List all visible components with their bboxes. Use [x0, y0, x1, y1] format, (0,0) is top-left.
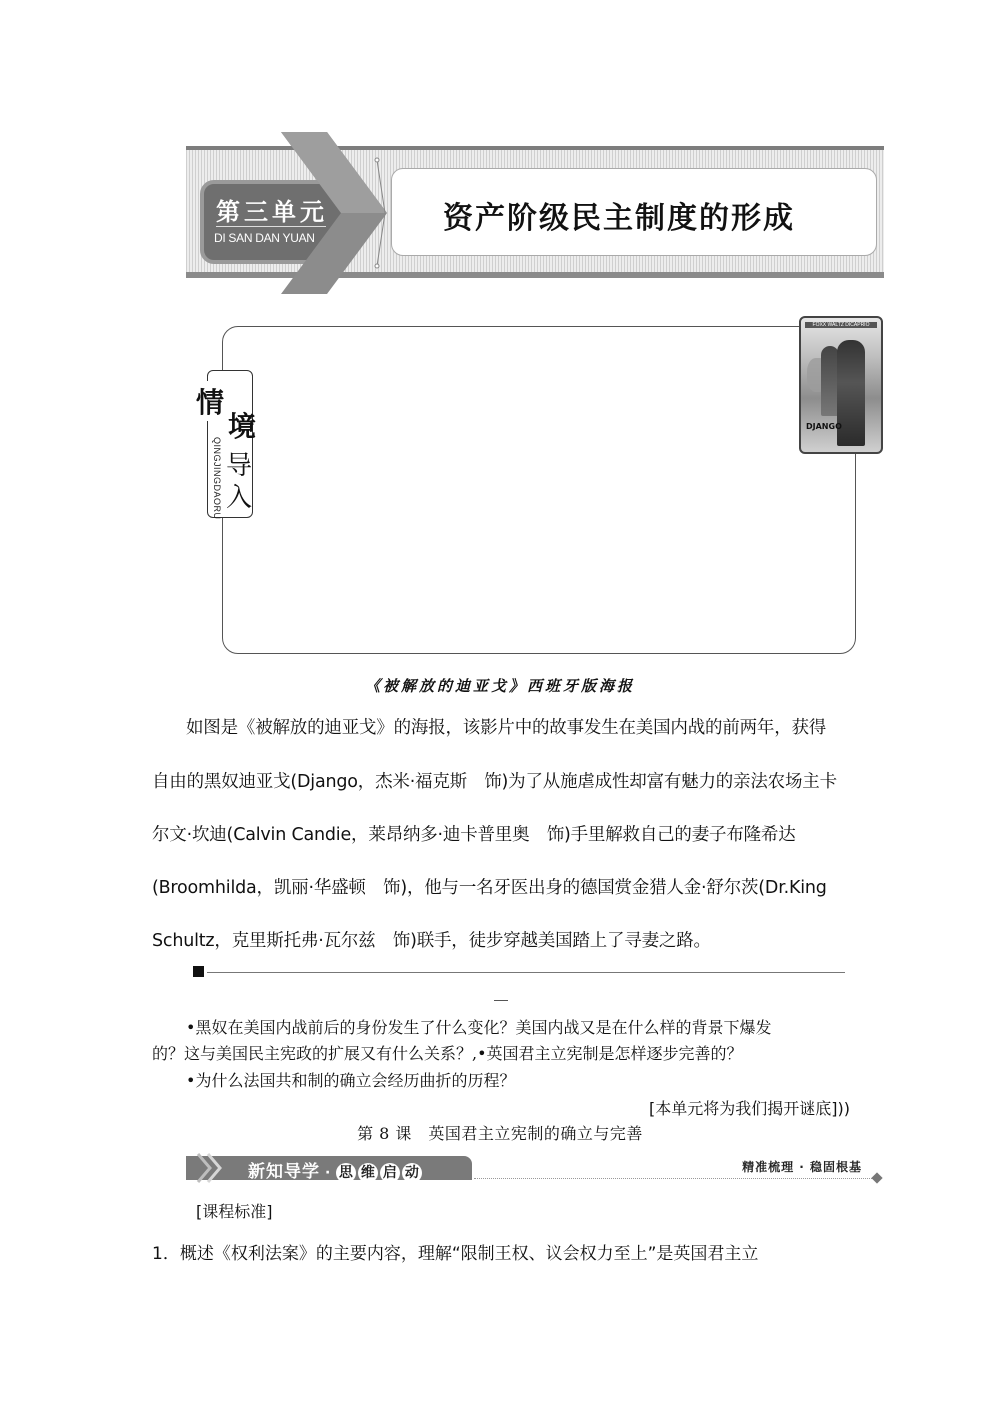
circled-char: 启 — [380, 1163, 400, 1183]
curriculum-item: 1．概述《权利法案》的主要内容，理解“限制王权、议会权力至上”是英国君主立 — [152, 1244, 759, 1264]
chevron-arrow-icon — [281, 132, 391, 294]
unit-pinyin: DI SAN DAN YUAN — [214, 231, 315, 245]
unit-main-title: 资产阶级民主制度的形成 — [443, 201, 795, 236]
paragraph-line: 尔文·坎迪(Calvin Candie，莱昂纳多·迪卡普里奥 饰)手里解救自己的妻子布隆希达 — [152, 825, 796, 845]
divider-line — [207, 972, 845, 973]
curriculum-heading: [课程标准] — [196, 1202, 273, 1221]
unit-label: 第三单元 — [216, 198, 328, 226]
section-label: 新知导学 — [248, 1162, 320, 1182]
scenario-tag-char: 境 — [228, 410, 257, 443]
section-bar — [186, 1156, 886, 1182]
section-dotted-rule — [474, 1178, 872, 1179]
scenario-tag-char: 导 — [226, 451, 253, 481]
circled-char: 动 — [402, 1163, 422, 1183]
poster-credits: FOXX WALTZ DICAPRIO — [805, 322, 877, 328]
circled-char: 维 — [358, 1163, 378, 1183]
scenario-tag — [196, 370, 257, 520]
section-subtitle: 精准梳理 · 稳固根基 — [742, 1160, 862, 1174]
paragraph-line: Schultz，克里斯托弗·瓦尔兹 饰)联手，徒步穿越美国踏上了寻妻之路。 — [152, 931, 711, 951]
poster-caption: 《被解放的迪亚戈》西班牙版海报 — [364, 677, 635, 695]
scenario-tag-char: 情 — [196, 381, 224, 421]
section-tab — [186, 1156, 472, 1180]
scenario-tag-pinyin: QINGJINGDAORU — [212, 437, 222, 520]
question-line: •为什么法国共和制的确立会经历曲折的历程？ — [186, 1071, 516, 1090]
diamond-icon — [871, 1172, 882, 1183]
question-line: 的？这与美国民主宪政的扩展又有什么关系？,•英国君主立宪制是怎样逐步完善的？ — [152, 1044, 743, 1063]
section-label-group — [248, 1157, 424, 1183]
unit-title-panel — [391, 168, 877, 256]
paragraph-line: 如图是《被解放的迪亚戈》的海报，该影片中的故事发生在美国内战的前两年，获得 — [186, 718, 827, 738]
scenario-tag-char: 入 — [226, 483, 253, 513]
unit-header-banner — [186, 146, 884, 278]
paragraph-line: (Broomhilda，凯丽·华盛顿 饰)，他与一名牙医出身的德国赏金猎人金·舒尔茨(Dr.King — [152, 878, 827, 898]
reveal-note: [本单元将为我们揭开谜底])) — [649, 1099, 850, 1118]
scenario-frame — [222, 326, 856, 654]
movie-poster-image — [799, 316, 883, 454]
double-chevron-icon — [194, 1152, 228, 1184]
poster-title: DJANGO — [806, 422, 842, 431]
lesson-title: 第 8 课 英国君主立宪制的确立与完善 — [357, 1124, 643, 1143]
paragraph-line: 自由的黑奴迪亚戈(Django，杰米·福克斯 饰)为了从施虐成性却富有魅力的亲法农场主卡 — [152, 772, 837, 792]
divider-dash — [494, 1000, 508, 1001]
question-line: •黑奴在美国内战前后的身份发生了什么变化？美国内战又是在什么样的背景下爆发 — [186, 1018, 772, 1037]
black-square-bullet-icon — [193, 966, 204, 977]
section-separator: · — [325, 1165, 332, 1181]
circled-char: 思 — [336, 1163, 356, 1183]
